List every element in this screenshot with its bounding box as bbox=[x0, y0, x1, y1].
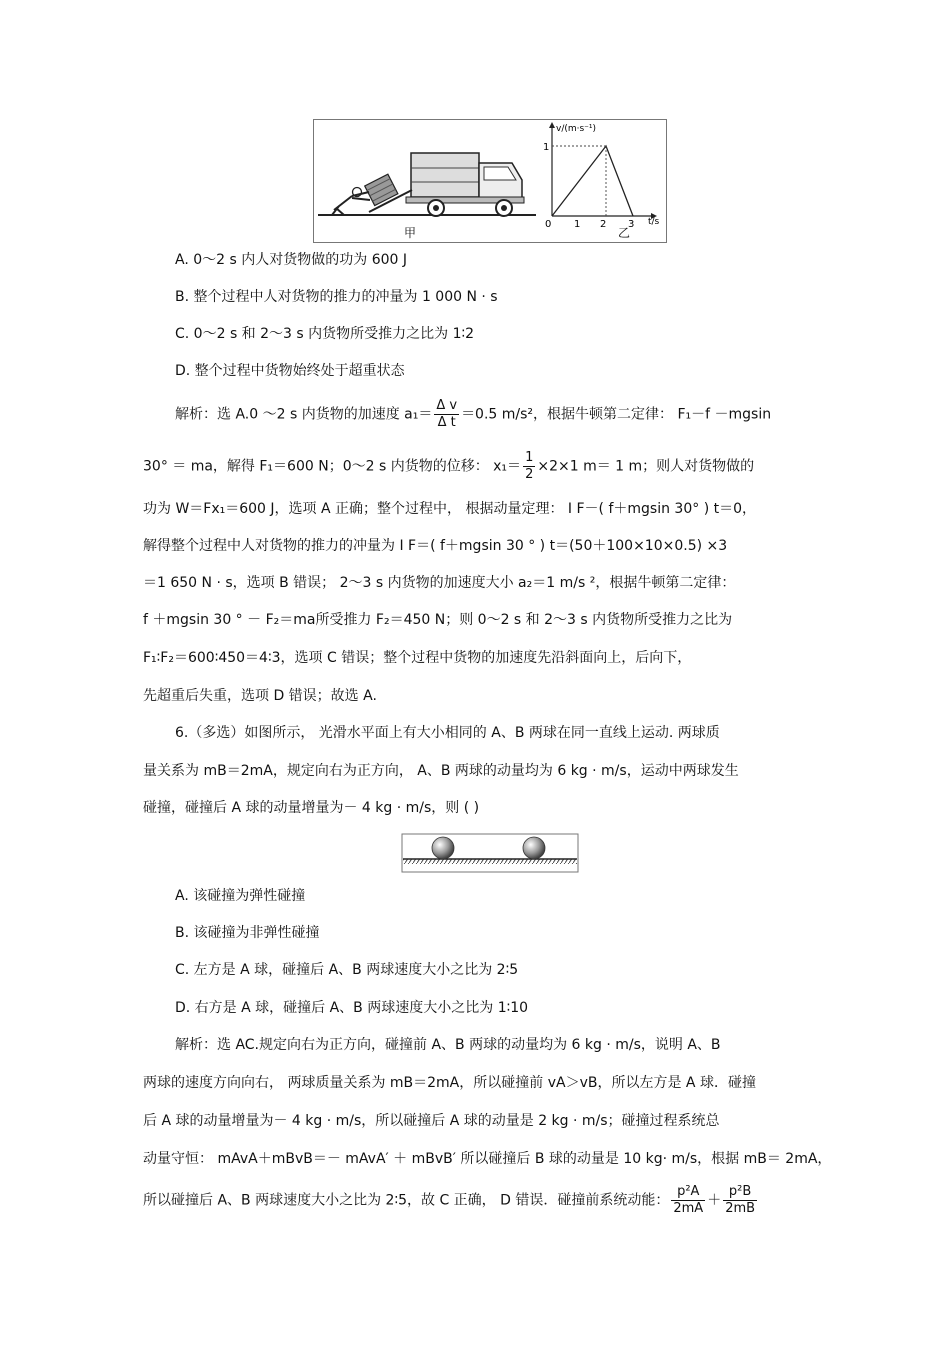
q5-analysis-line-7: F₁∶F₂＝600∶450＝4∶3，选项 C 错误；整个过程中货物的加速度先沿斜面向上，后向下， bbox=[143, 650, 692, 666]
x-tick-label: 2 bbox=[600, 219, 607, 230]
fraction: $\frac{\text{Δ v}}{\text{Δ t}}$ bbox=[436, 398, 458, 430]
q6-analysis-line-4: 动量守恒： mAvA＋mBvB＝－ mAvA′ ＋ mBvB′ 所以碰撞后 B 球的动量是 10 kg· m/s，根据 mB＝ 2mA， bbox=[143, 1151, 832, 1167]
fraction: $\frac{1}{2}$ bbox=[525, 450, 534, 482]
q6-analysis-line-1: 解析：选 AC.规定向右为正方向，碰撞前 A、B 两球的动量均为 6 kg · m/s，说明 A、B bbox=[175, 1037, 721, 1053]
q5-analysis-line-2: 30° ＝ ma，解得 F₁＝600 N；0～2 s 内货物的位移： x₁＝ $\frac{1}{2}$ ×2×1 m＝ 1 m；则人对货物做的 bbox=[143, 450, 755, 482]
q6-stem-line-1: 6.（多选）如图所示， 光滑水平面上有大小相同的 A、B 两球在同一直线上运动. 两球质 bbox=[175, 725, 720, 741]
figure-label-right: 乙 bbox=[618, 226, 631, 240]
velocity-time-graph bbox=[542, 120, 662, 242]
ball-right bbox=[523, 837, 545, 859]
y-axis-label: v/(m·s⁻¹) bbox=[556, 124, 597, 134]
q6-option-a: A. 该碰撞为弹性碰撞 bbox=[175, 888, 306, 904]
x-axis-label: t/s bbox=[648, 217, 660, 227]
q5-analysis-line-1: 解析：选 A.0 ～2 s 内货物的加速度 a₁＝ $\frac{\text{Δ v}}{\text{Δ t}}$ ＝0.5 m/s²，根据牛顿第二定律： F₁－f －mgsin bbox=[175, 398, 772, 430]
q6-option-b: B. 该碰撞为非弹性碰撞 bbox=[175, 925, 320, 941]
y-axis-arrow-icon bbox=[549, 122, 555, 128]
q5-analysis-line-3: 功为 W＝Fx₁＝600 J，选项 A 正确；整个过程中， 根据动量定理： I F－( f＋mgsin 30° ) t＝0， bbox=[143, 501, 756, 517]
q5-analysis-line-4: 解得整个过程中人对货物的推力的冲量为 I F＝( f＋mgsin 30 ° ) t＝(50＋100×10×0.5) ×3 bbox=[143, 538, 728, 554]
fraction: $\frac{\text{p²B}}{2mB}$ bbox=[725, 1184, 756, 1216]
q6-analysis-line-2: 两球的速度方向向右， 两球质量关系为 mB＝2mA，所以碰撞前 vA＞vB，所以左方是 A 球．碰撞 bbox=[143, 1075, 756, 1091]
q5-option-c: C. 0～2 s 和 2～3 s 内货物所受推力之比为 1∶2 bbox=[175, 326, 475, 342]
q5-analysis-line-6: f ＋mgsin 30 ° － F₂＝ma所受推力 F₂＝450 N；则 0～2 s 和 2～3 s 内货物所受推力之比为 bbox=[143, 612, 733, 628]
figure-two-balls bbox=[401, 833, 579, 873]
q6-option-d: D. 右方是 A 球，碰撞后 A、B 两球速度大小之比为 1∶10 bbox=[175, 1000, 529, 1016]
q6-stem-line-3: 碰撞，碰撞后 A 球的动量增量为－ 4 kg · m/s，则 ( ) bbox=[143, 800, 480, 816]
q5-option-a: A. 0～2 s 内人对货物做的功为 600 J bbox=[175, 252, 407, 268]
q6-analysis-line-5: 所以碰撞后 A、B 两球速度大小之比为 2∶5，故 C 正确， D 错误．碰撞前系统动能： $\frac{\text{p²A}}{2mA}$ ＋ $\frac{\text{p²B}}{2mB}$ bbox=[143, 1184, 756, 1216]
fraction: $\frac{\text{p²A}}{2mA}$ bbox=[673, 1184, 704, 1216]
y-tick-label: 1 bbox=[543, 142, 550, 153]
q6-analysis-line-3: 后 A 球的动量增量为－ 4 kg · m/s，所以碰撞后 A 球的动量是 2 kg · m/s；碰撞过程系统总 bbox=[143, 1113, 720, 1129]
x-tick-label: 3 bbox=[628, 219, 635, 230]
x-tick-label: 1 bbox=[574, 219, 581, 230]
q5-analysis-line-5: ＝1 650 N · s，选项 B 错误； 2～3 s 内货物的加速度大小 a₂＝1 m/s ²，根据牛顿第二定律： bbox=[143, 575, 736, 591]
velocity-series-line bbox=[552, 146, 633, 216]
figure-truck-graph bbox=[313, 119, 667, 243]
truck-illustration bbox=[314, 120, 544, 242]
q5-analysis-line-8: 先超重后失重，选项 D 错误；故选 A. bbox=[143, 688, 377, 704]
ball-left bbox=[432, 837, 454, 859]
figure-label-left: 甲 bbox=[404, 226, 417, 240]
q6-option-c: C. 左方是 A 球，碰撞后 A、B 两球速度大小之比为 2∶5 bbox=[175, 962, 519, 978]
q6-stem-line-2: 量关系为 mB＝2mA，规定向右为正方向， A、B 两球的动量均为 6 kg · m/s，运动中两球发生 bbox=[143, 763, 739, 779]
x-tick-label: 0 bbox=[545, 219, 552, 230]
q5-option-b: B. 整个过程中人对货物的推力的冲量为 1 000 N · s bbox=[175, 289, 498, 305]
q5-option-d: D. 整个过程中货物始终处于超重状态 bbox=[175, 363, 405, 379]
